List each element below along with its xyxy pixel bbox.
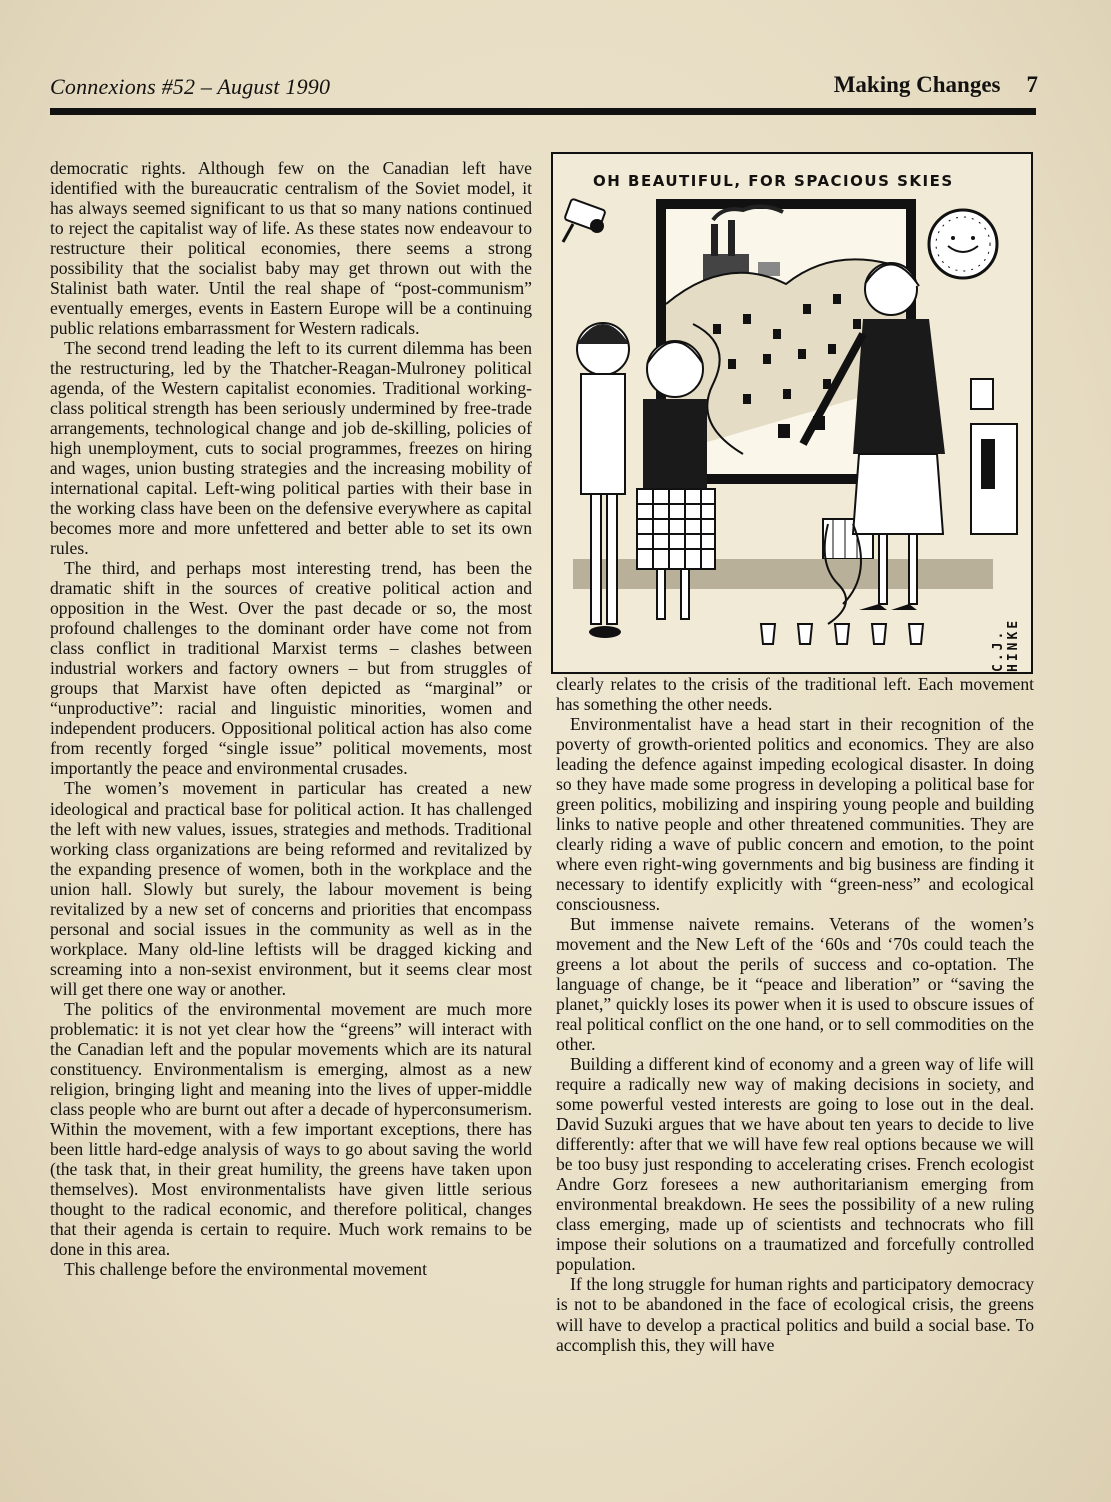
paragraph: But immense naivete remains. Veterans of the women’s movement and the New Left of the ‘60s and ‘70s could teach the greens a lot about the perils of success and co-optation. The language of change, be it “peace and liberation” or “saving the planet,” quickly loses its power when it is used to obscure issues of real political conflict on the one hand, or to sell commodities on the other. [556, 914, 1034, 1055]
cartoon-caption: OH BEAUTIFUL, FOR SPACIOUS SKIES [593, 172, 954, 190]
cartoon-illustration [551, 152, 1033, 674]
page-number: 7 [1026, 72, 1038, 97]
section-title: Making Changes [833, 72, 1001, 97]
paragraph: The third, and perhaps most interesting trend, has been the dramatic shift in the sources of creative political action and opposition in the West. Over the past decade or so, the most profound challenges to the dominant order have come not from class conflict in traditional Marxist terms – clashes between industrial workers and factory owners – but from struggles of groups that Marxist have often depicted as “marginal” or “unproductive”: racial and linguistic minorities, women and independent producers. Oppositional political action has also come from recently forged “single issue” political movements, most importantly the peace and environmental crusades. [50, 558, 532, 779]
paragraph: The second trend leading the left to its current dilemma has been the restructuring, led by the Thatcher-Reagan-Mulroney political agenda, of the Western capitalist economies. Traditional working-class political strength has been seriously undermined by free-trade arrangements, technological change and job de-skilling, policies of high unemployment, cuts to social programmes, freezes on hiring and wages, union busting strategies and the increasing mobility of international capital. Left-wing political parties with their base in the working class have been on the defensive everywhere as capital becomes more and more unfettered and better able to set its own rules. [50, 338, 532, 559]
paragraph: Building a different kind of economy and a green way of life will require a radically new way of making decisions in society, and some powerful vested interests are going to lose out in the deal. David Suzuki argues that we have about ten years to decide to live differently: after that we will have few real options because we will be too busy just responding to accelerating crises. French ecologist Andre Gorz foresees a new authoritarianism emerging from environmental breakdown. He sees the possibility of a new ruling class emerging, made up of scientists and technocrats who fill impose their solutions on a traumatized and forcefully controlled population. [556, 1054, 1034, 1275]
paragraph: Environmentalist have a head start in their recognition of the poverty of growth-oriented politics and economics. They are also leading the defence against impeding ecological disaster. In doing so they have made some progress in developing a political base for green politics, mobilizing and inspiring young people and building links to native people and other threatened communities. They are clearly riding a wave of public concern and emotion, to the point where even right-wing governments and big business are finding it necessary to identify explicitly with “green-ness” and ecological consciousness. [556, 714, 1034, 915]
paragraph: If the long struggle for human rights and participatory democracy is not to be abandoned in the face of ecological crisis, the greens will have to develop a practical politics and build a social base. To accomplish this, they will have [556, 1274, 1034, 1355]
paragraph: The politics of the environmental movement are much more problematic: it is not yet clear how the “greens” will interact with the Canadian left and the popular movements which are its natural constituency. Environmentalism is emerging, almost as a new religion, bringing light and meaning into the lives of upper-middle class people who are burnt out after a decade of hyperconsumerism. Within the movement, with a few important exceptions, there has been little hard-edge analysis of ways to go about saving the world (the task that, in their great humility, the greens have taken upon themselves). Most environmentalists have given little serious thought to the radical economic, and therefore political, changes that their agenda is certain to require. Much work remains to be done in this area. [50, 998, 532, 1259]
child-figure [577, 323, 629, 638]
stump-row [761, 624, 923, 644]
clock-icon [929, 210, 997, 278]
security-camera-icon [563, 199, 606, 242]
cartoon-drawing [553, 154, 1031, 672]
publication-title: Connexions #52 – August 1990 [50, 74, 331, 99]
paragraph: The women’s movement in particular has created a new ideological and practical base for political action. It has challenged the left with new values, issues, strategies and methods. Traditional working class organizations are being reformed and revitalized by the expanding presence of women, both in the workplace and the union hall. Slowly but surely, the labour movement is being revitalized by a new set of concerns and priorities that encompass personal and social issues in the community as well as in the workplace. Many old-line leftists will be dragged kicking and screaming into a non-sexist environment, but it seems clear most will get there one way or another. [50, 778, 532, 999]
paragraph: democratic rights. Although few on the Canadian left have identified with the bureaucratic centralism of the Soviet model, it has always seemed significant to us that so many nations continued to reject the capitalist way of life. As these states now endeavour to restructure their political economies, there seems a strong possibility that the socialist baby may get thrown out with the Stalinist bath water. Until the real shape of “post-communism” eventually emerges, events in Eastern Europe will be a continuing public relations embarrassment for Western radicals. [50, 158, 532, 339]
left-column [50, 158, 532, 1279]
right-column [556, 674, 1034, 1355]
page-header [50, 70, 1038, 104]
paragraph: clearly relates to the crisis of the traditional left. Each movement has something the other needs. [556, 674, 1034, 715]
header-rule [50, 108, 1036, 115]
section-heading [834, 72, 1038, 98]
paragraph: This challenge before the environmental movement [64, 1258, 427, 1279]
cartoon-credit: C.J. HINKE [991, 617, 1021, 672]
